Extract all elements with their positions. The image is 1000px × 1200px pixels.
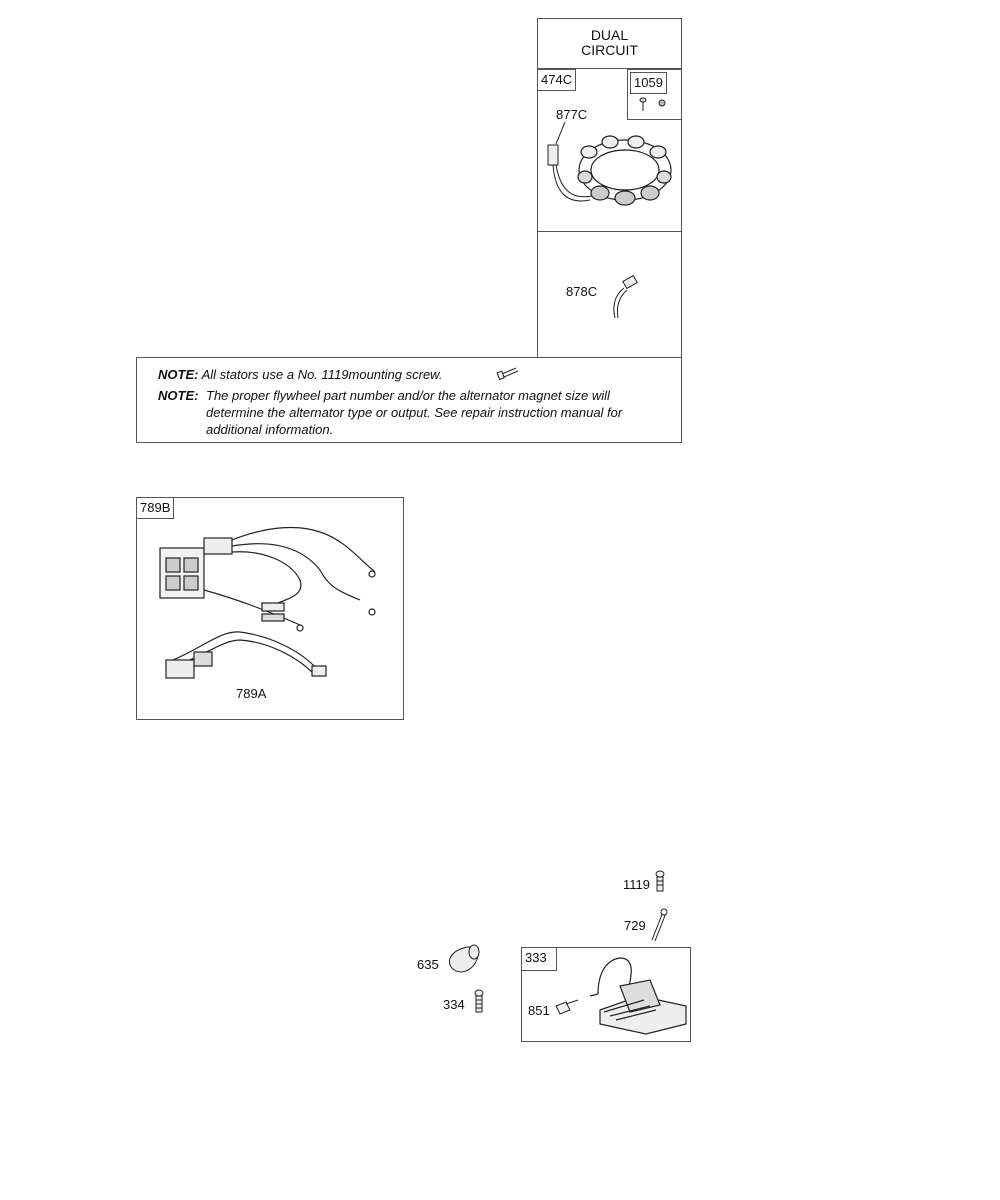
harness-panel	[136, 497, 404, 720]
nut-icon	[659, 100, 665, 106]
connector-icon	[614, 276, 637, 318]
note-2-text: The proper flywheel part number and/or the alternator magnet size will determine the alternator type or output. See repair instruction manual for additional information.	[206, 388, 623, 437]
stator-part-label: 877C	[556, 107, 588, 122]
stator-panel-title: DUAL CIRCUIT	[581, 27, 638, 58]
note-1	[158, 366, 478, 383]
part-tag-789b: 789B	[136, 497, 174, 519]
note-2-key: NOTE:	[158, 388, 199, 403]
clip-part-label: 635	[417, 957, 439, 972]
note-1-text: All stators use a No. 1119mounting screw.	[201, 367, 443, 382]
part-tag-474c: 474C	[537, 69, 576, 91]
screw-icon	[640, 98, 646, 111]
harness-part-label: 789A	[236, 686, 267, 701]
screw-1119-icon	[656, 871, 664, 891]
screw-part-label: 1119	[623, 877, 650, 892]
part-tag-1059: 1059	[630, 72, 667, 94]
bolt-334-icon	[475, 990, 483, 1012]
note-2	[158, 387, 668, 438]
tie-part-label: 729	[624, 918, 646, 933]
stator-lead-icon	[548, 122, 592, 201]
cable-tie-icon	[652, 909, 667, 941]
terminal-part-label: 851	[528, 1003, 550, 1018]
stator-ring-icon	[578, 136, 671, 205]
bolt-part-label: 334	[443, 997, 465, 1012]
wire-clip-icon	[450, 945, 480, 972]
connector-part-label: 878C	[566, 284, 598, 299]
note-1-key: NOTE:	[158, 367, 199, 382]
part-tag-333: 333	[521, 947, 557, 971]
